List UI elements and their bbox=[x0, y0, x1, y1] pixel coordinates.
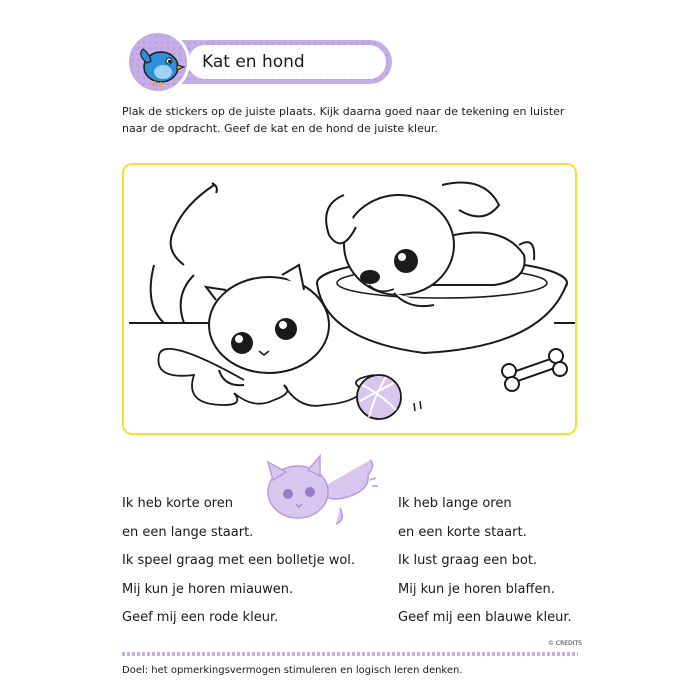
yarn-ball-icon bbox=[357, 375, 421, 419]
illustration-frame bbox=[122, 163, 577, 435]
list-item: en een korte staart. bbox=[398, 524, 527, 540]
list-item: en een lange staart. bbox=[122, 524, 254, 540]
title-badge bbox=[126, 30, 190, 94]
list-item: Mij kun je horen miauwen. bbox=[122, 581, 294, 597]
footer-goal-text: Doel: het opmerkingsvermogen stimuleren en logisch leren denken. bbox=[122, 665, 463, 676]
dog-riddle bbox=[398, 495, 572, 638]
bone-icon bbox=[502, 349, 567, 391]
cat-riddle bbox=[122, 495, 355, 638]
list-item: Geef mij een blauwe kleur. bbox=[398, 610, 572, 625]
bird-icon bbox=[133, 39, 187, 89]
list-item: Ik speel graag met een bolletje wol. bbox=[122, 553, 356, 568]
cat-icon bbox=[151, 183, 329, 385]
instructions-text: Plak de stickers op de juiste plaats. Kijk daarna goed naar de tekening en luister naar de opdracht. Geef de kat en de hond de juiste kleur. bbox=[122, 105, 565, 135]
list-item: Mij kun je horen blaffen. bbox=[398, 581, 555, 597]
list-item: Ik heb lange oren bbox=[398, 496, 512, 511]
list-item: Ik heb korte oren bbox=[122, 496, 233, 511]
copyright-text: © CREDITS bbox=[548, 640, 582, 647]
list-item: Ik lust graag een bot. bbox=[398, 553, 538, 568]
divider bbox=[122, 652, 578, 656]
list-item: Geef mij een rode kleur. bbox=[122, 610, 279, 625]
page-title: Kat en hond bbox=[188, 45, 386, 79]
